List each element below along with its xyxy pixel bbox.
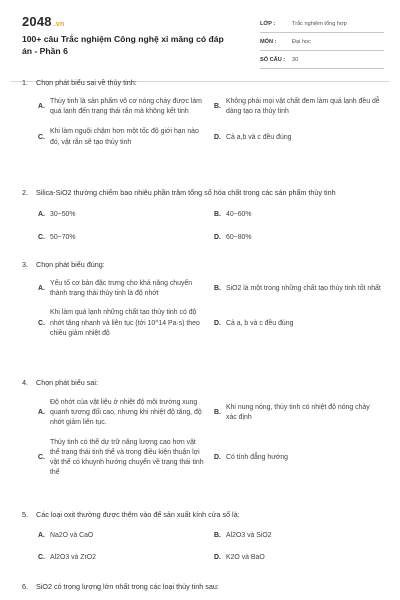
option-text: Al2O3 và ZrO2 <box>50 554 96 562</box>
site-logo[interactable] <box>22 14 232 29</box>
option-letter: C. <box>38 453 45 461</box>
meta-label: SỐ CÂU : <box>260 56 286 63</box>
option-letter: A. <box>38 532 45 539</box>
meta-value: Đại học <box>292 38 311 45</box>
question-3 <box>22 260 390 339</box>
option-text: 50~70% <box>50 234 76 242</box>
option-text: Cả a,b và c đều đúng <box>226 133 292 141</box>
option-text: K2O và BaO <box>226 554 265 562</box>
option-text: SiO2 là một trong những chất tạo thủy tinh tốt nhất <box>226 285 381 293</box>
option-d[interactable] <box>214 233 400 243</box>
option-letter: C. <box>38 234 45 242</box>
option-a[interactable] <box>38 531 222 541</box>
question-5 <box>22 510 390 563</box>
option-c[interactable] <box>38 233 222 243</box>
logo-suffix: .vn <box>53 21 65 28</box>
question-stem: SiO2 có trọng lượng lớn nhất trong các loại thủy tinh sau: <box>36 582 219 591</box>
option-a[interactable] <box>38 210 222 220</box>
option-c[interactable] <box>38 553 222 563</box>
question-text <box>22 260 390 270</box>
option-letter: A. <box>38 211 45 218</box>
option-letter: C. <box>38 554 45 562</box>
option-b[interactable] <box>214 97 400 117</box>
question-number: 6. <box>22 582 28 591</box>
option-text: Thủy tinh có thể dự trữ năng lượng cao hơn vật thể trạng thái tinh thể và trong điều kiện thuận lợi vật thể có khuynh hướng chuyển về trạng thái tinh thể <box>50 438 204 477</box>
options-grid <box>38 210 390 243</box>
option-a[interactable] <box>38 97 222 117</box>
question-6 <box>22 582 390 592</box>
question-text <box>22 78 390 88</box>
question-1 <box>22 78 390 148</box>
header <box>0 0 400 69</box>
question-text <box>22 510 390 520</box>
option-text: Na2O và CaO <box>50 532 94 539</box>
options-grid <box>38 531 390 563</box>
option-letter: B. <box>214 409 221 417</box>
option-a[interactable] <box>38 398 222 429</box>
question-stem: Các loại oxit thường được thêm vào để sản xuất kính cửa sổ là: <box>36 510 240 519</box>
question-4 <box>22 378 390 478</box>
option-d[interactable] <box>214 308 400 339</box>
option-b[interactable] <box>214 531 400 541</box>
option-text: Khi làm nguội chậm hơn một tốc độ giới hạn nào đó, vật rắn sẽ tạo thủy tinh <box>50 128 199 146</box>
question-text <box>22 582 390 592</box>
option-letter: A. <box>38 409 45 417</box>
option-letter: C. <box>38 133 45 141</box>
question-number: 5. <box>22 510 28 519</box>
meta-value: Trắc nghiệm tổng hợp <box>292 20 347 27</box>
question-text <box>22 378 390 388</box>
option-text: Độ nhớt của vật liệu ở nhiệt độ môi trường xung quanh tương đối cao, nhưng khi nhiệt độ tăng, độ nhớt giảm liên tục. <box>50 399 202 427</box>
option-b[interactable] <box>214 210 400 220</box>
option-text: Cả a, b và c đều đúng <box>226 319 294 327</box>
question-number: 4. <box>22 378 28 387</box>
option-b[interactable] <box>214 398 400 429</box>
option-text: Không phải mọi vật chất đem làm quá lạnh đều dễ dàng tạo ra thủy tinh <box>226 98 380 116</box>
option-letter: D. <box>214 234 221 242</box>
logo-text: 2048 <box>22 14 52 29</box>
question-2 <box>22 188 390 243</box>
option-b[interactable] <box>214 279 400 299</box>
option-letter: B. <box>214 285 221 293</box>
meta-row-subject <box>260 33 384 51</box>
question-text <box>22 188 390 198</box>
option-d[interactable] <box>214 438 400 479</box>
option-text: 40~60% <box>226 211 252 218</box>
question-number: 1. <box>22 78 28 87</box>
option-text: Al2O3 và SiO2 <box>226 532 272 539</box>
option-letter: B. <box>214 532 221 539</box>
meta-label: MÔN : <box>260 38 277 45</box>
question-stem: Chọn phát biểu sai về thủy tinh: <box>36 78 137 87</box>
option-letter: B. <box>214 211 221 218</box>
question-stem: Silica-SiO2 thường chiếm bao nhiêu phần trăm tổng số hóa chất trong các sản phẩm thủy tinh <box>36 188 336 197</box>
option-letter: D. <box>214 319 221 327</box>
option-text: 30~50% <box>50 211 76 218</box>
option-c[interactable] <box>38 127 222 147</box>
option-letter: C. <box>38 319 45 327</box>
meta-row-count <box>260 51 384 69</box>
options-grid <box>38 398 390 478</box>
options-grid <box>38 97 390 148</box>
meta-row-class <box>260 15 384 33</box>
question-number: 2. <box>22 188 28 197</box>
option-text: Thủy tinh là sản phẩm vô cơ nóng chảy được làm quá lạnh đến trạng thái rắn mà không kết tinh <box>50 98 202 116</box>
option-c[interactable] <box>38 438 222 479</box>
document-title: 100+ câu Trắc nghiệm Công nghệ xi măng có đáp án - Phần 6 <box>22 34 224 56</box>
option-d[interactable] <box>214 553 400 563</box>
question-number: 3. <box>22 260 28 269</box>
option-c[interactable] <box>38 308 222 339</box>
option-letter: D. <box>214 453 221 461</box>
option-letter: A. <box>38 285 45 293</box>
question-stem: Chọn phát biểu sai: <box>36 378 98 387</box>
option-a[interactable] <box>38 279 222 299</box>
option-d[interactable] <box>214 127 400 147</box>
brand <box>22 14 232 69</box>
options-grid <box>38 279 390 339</box>
meta-label: LỚP : <box>260 20 276 27</box>
question-stem: Chọn phát biểu đúng: <box>36 260 105 269</box>
option-text: Khi nung nóng, thủy tinh có nhiệt độ nóng chảy xác định <box>226 404 370 422</box>
option-text: 60~80% <box>226 234 252 242</box>
option-letter: D. <box>214 133 221 141</box>
option-text: Khi làm quá lạnh những chất tạo thủy tinh có độ nhớt tăng nhanh và liên tục (tới 10^14 Pa·s) theo chiều giảm nhiệt độ <box>50 309 200 337</box>
option-text: Có tính đẳng hướng <box>226 453 289 461</box>
option-letter: B. <box>214 103 221 111</box>
meta-box <box>260 15 384 69</box>
option-text: Yếu tố cơ bản đặc trưng cho khả năng chuyển thành trạng thái thủy tinh là độ nhớt <box>50 280 193 298</box>
option-letter: D. <box>214 554 221 562</box>
meta-value: 30 <box>292 56 299 63</box>
option-letter: A. <box>38 103 45 111</box>
